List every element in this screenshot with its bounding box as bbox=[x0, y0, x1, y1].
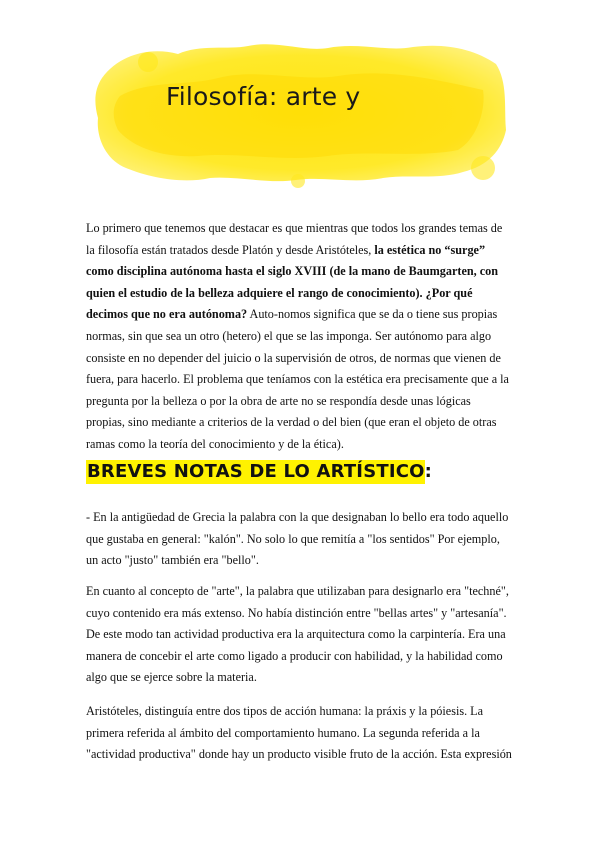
paragraph-techne: En cuanto al concepto de "arte", la palabra que utilizaban para designarlo era "techné", cuyo contenido era más extenso. No había distinción entre "bellas artes" y "artesanía". De este modo tan actividad productiva era la arquitectura como la carpintería. Era una manera de concebir el arte como ligado a producir con habilidad, y la habilidad como algo que se ejerce sobre la materia. bbox=[86, 584, 509, 685]
paragraph-aristoteles: Aristóteles, distinguía entre dos tipos de acción humana: la práxis y la póiesis. La primera referida al ámbito del comportamiento humano. La segunda referida a la "actividad productiva" donde hay un producto visible fruto de la acción. Esta expresión bbox=[86, 704, 512, 762]
watercolor-splash bbox=[88, 38, 510, 188]
page-title: Filosofía: arte y bbox=[166, 82, 361, 111]
title-banner bbox=[88, 38, 510, 188]
intro-paragraph bbox=[86, 218, 512, 456]
intro-bold-text: la estética no “surge” como disciplina autónoma hasta el siglo XVIII (de la mano de Baumgarten, con quien el estudio de la belleza adquiere el rango de conocimiento). ¿Por qué decimos que no era autónoma? bbox=[86, 242, 499, 322]
section-heading-text: BREVES NOTAS DE LO ARTÍSTICO bbox=[87, 461, 425, 482]
intro-text-1: Lo primero que tenemos que destacar es que mientras que todos los grandes temas de la filosofía están tratados desde Platón y desde Aristóteles, bbox=[86, 221, 503, 257]
section-heading bbox=[86, 461, 432, 482]
intro-text-2: Auto-nomos significa que se da o tiene sus propias normas, sin que sea un otro (hetero) el que se las imponga. Ser autónomo para algo consiste en no depender del juicio o la supervisión de otros, de normas que vienen de fuera, para hacerlo. El problema que teníamos con la estética era precisamente que a la pregunta por la belleza o por la obra de arte no se respondía desde unas lógicas propias, sino mediante a criterios de la verdad o del bien (que eran el objeto de otras ramas como la teoría del conocimiento y de la ética). bbox=[86, 307, 509, 451]
section-heading-colon: : bbox=[424, 461, 433, 482]
paragraph-kalon: - En la antigüedad de Grecia la palabra con la que designaban lo bello era todo aquello que gustaba en general: "kalón". No solo lo que remitía a "los sentidos" Por ejemplo, un acto "justo" también era "bello". bbox=[86, 510, 509, 568]
